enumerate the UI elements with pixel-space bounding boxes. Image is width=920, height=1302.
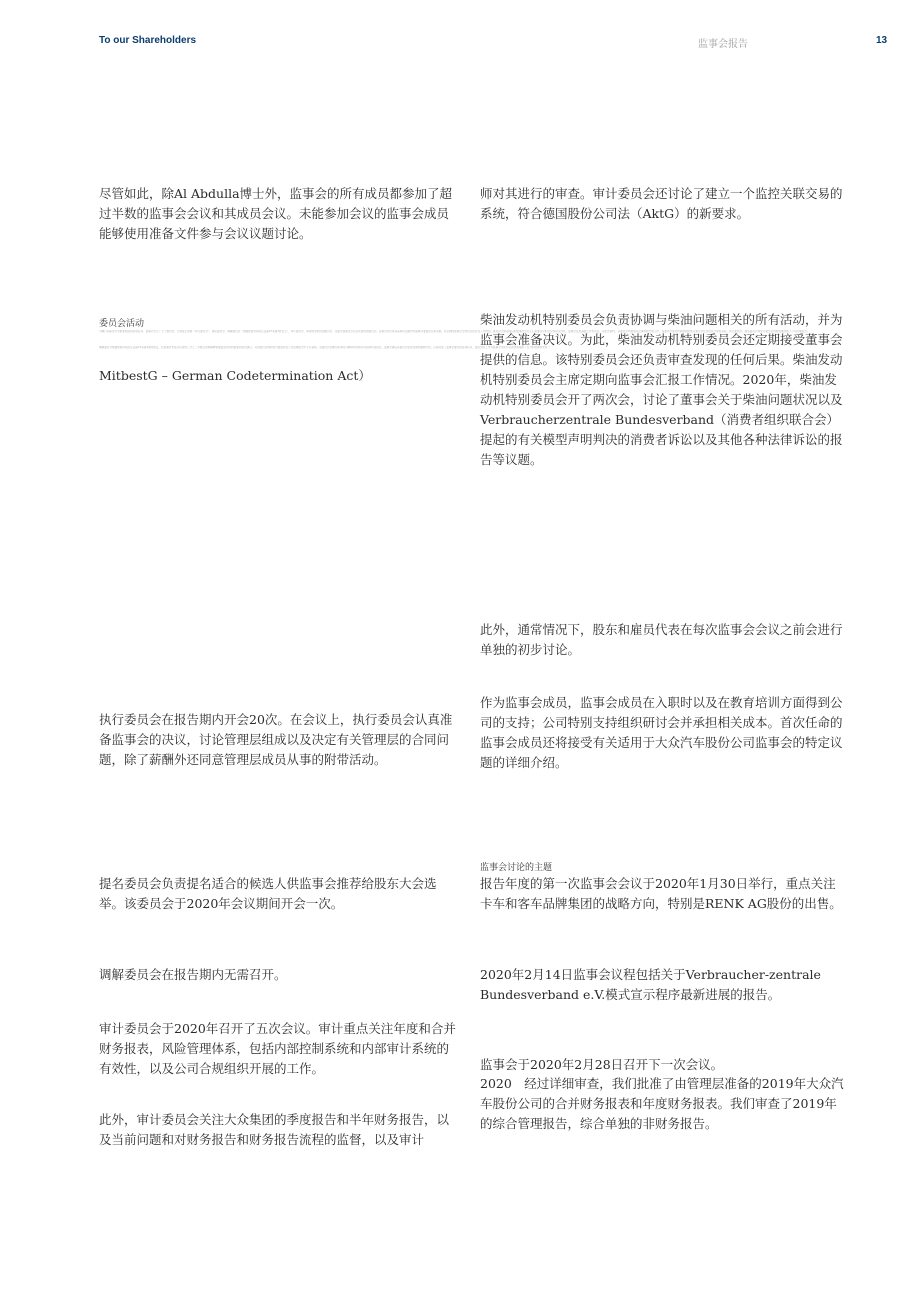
nomination-committee-paragraph: 提名委员会负责提名适合的候选人供监事会推荐给股东大会选举。该委员会于2020年会议期间开会一次。 xyxy=(99,876,437,911)
executive-committee-paragraph: 执行委员会在报告期内开会20次。在会议上，执行委员会认真准备监事会的决议，讨论管理层组成以及决定有关管理层的合同问题，除了薪酬外还同意管理层成员从事的附带活动。 xyxy=(99,712,453,767)
mediation-committee-paragraph: 调解委员会在报告期内无需召开。 xyxy=(99,967,287,982)
fine-print-line-1: 为履行其职责与分配和相关的各项任务，监事会设立了七个委员会，分别是主席团（执行委员会）、提名委员会、调解委员会（依据德国共同决定法第27条第3款设立）、审计委员会、柴油发动机特别委员会、关联交易委员会以及其他特别委员会。各委员会负责在其职权范围内为监事会准备决议和议题，并定期向监事会全体会议报告其工作情况。委员会主席在随后的监事会会议上汇报委员会的讨论和决议内容，监事会在此基础上作出决定。在报告期内，各委员会均按照其议事规则开展工作，各委员会成员均能够按照规定参与会议讨论并行使表决权。执行委员会、提名委员会和审计委员会的组成情况载于公司治理报告。 xyxy=(99,330,810,333)
attendance-paragraph: 尽管如此，除Al Abdulla博士外，监事会的所有成员都参加了超过半数的监事会会议和其成员会议。未能参加会议的监事会成员能够使用准备文件参与会议议题讨论。 xyxy=(99,186,453,241)
feb14-meeting-paragraph: 2020年2月14日监事会议程包括关于Verbraucher-zentrale Bundesverband e.V.模式宣示程序最新进展的报告。 xyxy=(480,967,821,1002)
audit-continued-paragraph: 师对其进行的审查。审计委员会还讨论了建立一个监控关联交易的系统，符合德国股份公司法（AktG）的新要求。 xyxy=(480,186,843,221)
committee-activities-heading: 委员会活动 xyxy=(99,319,145,329)
codetermination-text: MitbestG – German Codetermination Act） xyxy=(99,368,371,383)
diesel-committee-paragraph: 柴油发动机特别委员会负责协调与柴油问题相关的所有活动，并为监事会准备决议。为此，柴油发动机特别委员会还定期接受董事会提供的信息。该特别委员会还负责审查发现的任何后果。柴油发动机特别委员会主席定期向监事会汇报工作情况。2020年，柴油发动机特别委员会开了两次会，讨论了董事会关于柴油问题状况以及Verbraucherzentrale Bundesverband（消费者组织联合会）提起的有关模型声明判决的消费者诉讼以及其他各种法律诉讼的报告等议题。 xyxy=(480,312,843,467)
audit-committee-paragraph: 审计委员会于2020年召开了五次会议。审计重点关注年度和合并财务报表，风险管理体系，包括内部控制系统和内部审计系统的有效性，以及公司合规组织开展的工作。 xyxy=(99,1021,456,1076)
onboarding-paragraph: 作为监事会成员，监事会成员在入职时以及在教育培训方面得到公司的支持；公司特别支持组织研讨会并承担相关成本。首次任命的监事会成员还将接受有关适用于大众汽车股份公司监事会的特定议题的详细介绍。 xyxy=(480,695,843,770)
audit-committee-paragraph-2: 此外，审计委员会关注大众集团的季度报告和半年财务报告，以及当前问题和对财务报告和财务报告流程的监督，以及审计 xyxy=(99,1112,450,1147)
topics-heading: 监事会讨论的主题 xyxy=(480,863,553,873)
preliminary-talks-paragraph: 此外，通常情况下，股东和雇员代表在每次监事会会议之前会进行单独的初步讨论。 xyxy=(480,622,843,657)
chapter-title: 监事会报告 xyxy=(698,39,748,50)
first-meeting-paragraph: 报告年度的第一次监事会会议于2020年1月30日举行，重点关注卡车和客车品牌集团的战略方向，特别是RENK AG股份的出售。 xyxy=(480,876,842,911)
page-number: 13 xyxy=(876,35,888,46)
section-title: To our Shareholders xyxy=(99,35,197,46)
fine-print-line-2: 调解委员会根据德国共同决定法第31条第3款的规定，在监事会未能以所需的三分之二多数任命或解聘管理层成员时向监事会提出建议。其余委员会的职责与组成亦在公司治理报告中予以说明，各委员会在履行职责时可聘请外部顾问并获取所需信息。监事会确认各委员会在报告期内勤勉尽责，认真完成了监事会委托的各项任务，委员会的工作为监事会全体会议的决策提供了充分的依据和支持（ xyxy=(99,346,551,349)
annual-review-paragraph: 2020 经过详细审查，我们批准了由管理层准备的2019年大众汽车股份公司的合并财务报表和年度财务报表。我们审查了2019年的综合管理报告，综合单独的非财务报告。 xyxy=(480,1076,844,1131)
feb28-meeting-paragraph: 监事会于2020年2月28日召开下一次会议。 xyxy=(480,1057,724,1072)
